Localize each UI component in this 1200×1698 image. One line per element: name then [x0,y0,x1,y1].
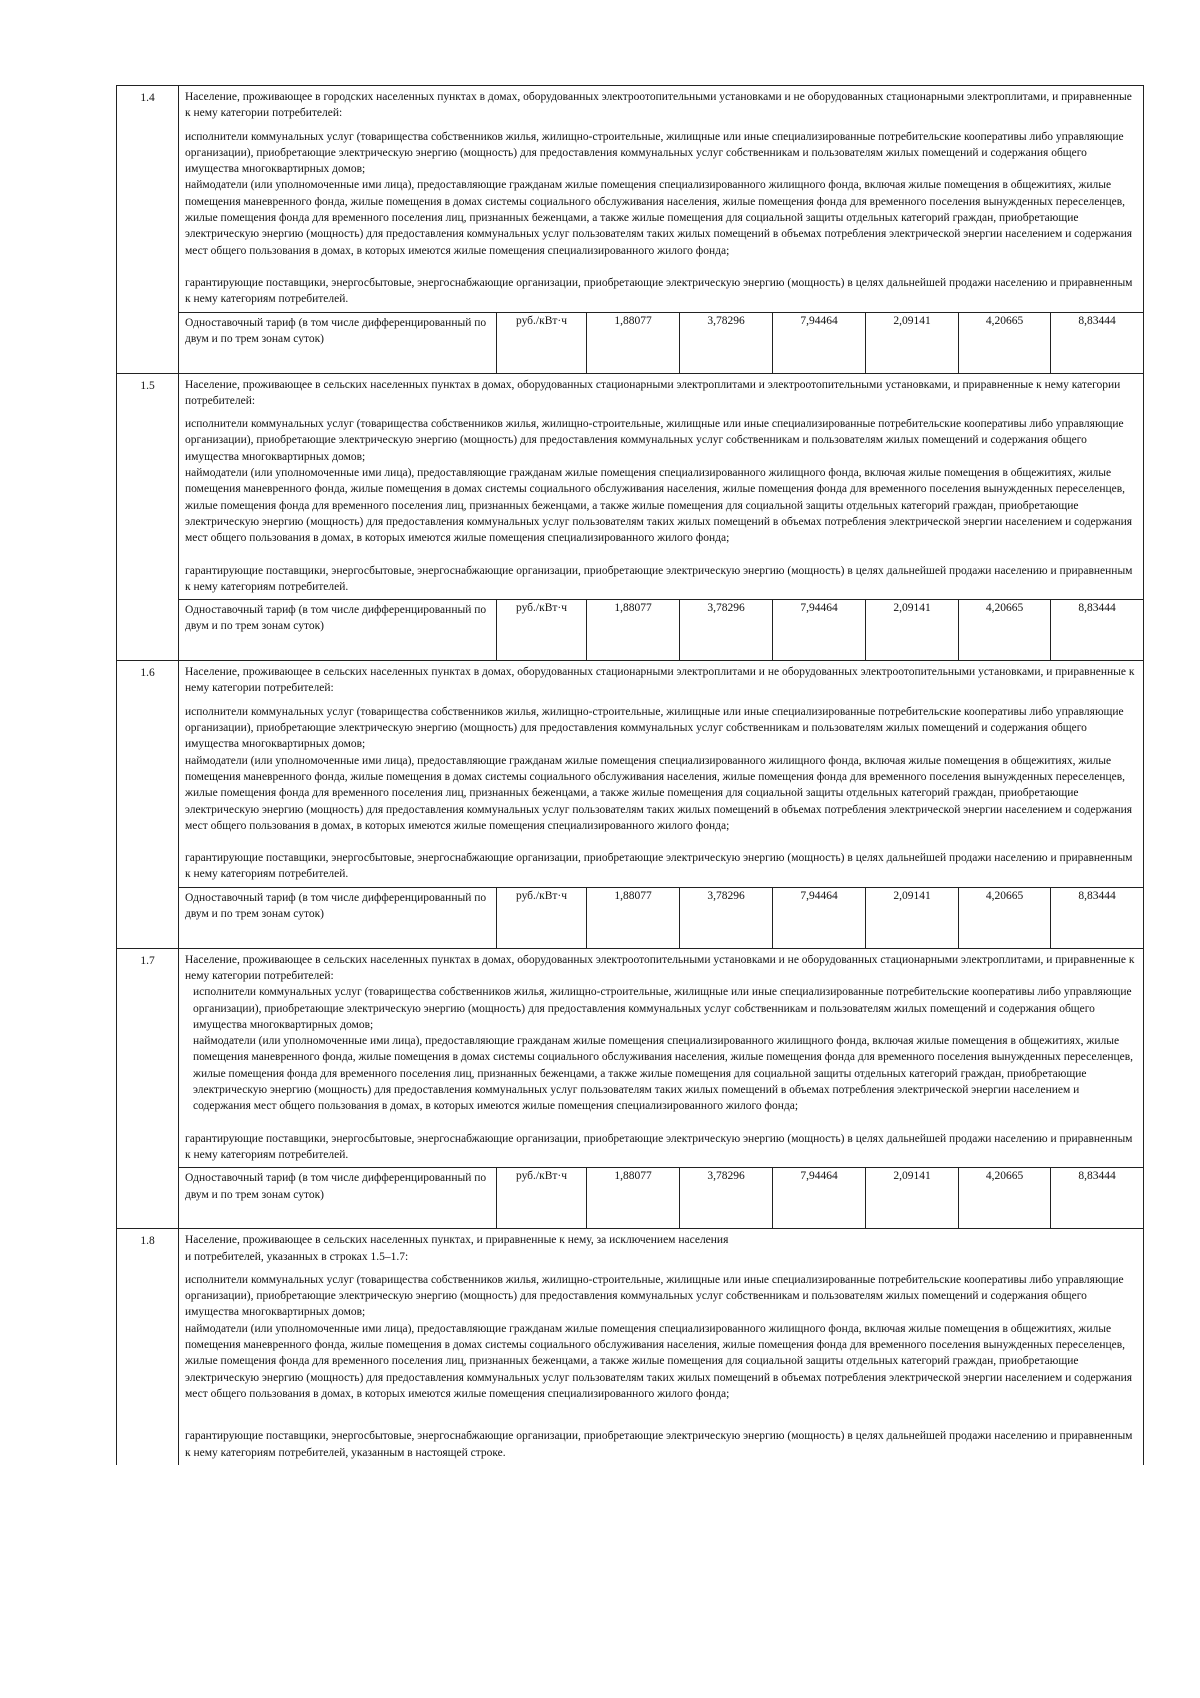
section-row-1-4 [117,86,1144,313]
paragraph-executors: исполнители коммунальных услуг (товарищества собственников жилья, жилищно-строительные, жилищные или иные специализированные потребительские кооперативы либо управляющие организации), приобретающие электрическую энергию (мощность) для предоставления коммунальных услуг собственникам и пользователям жилых помещений и содержания общего имущества многоквартирных домов; [185,418,1124,463]
tariff-value: 3,78296 [680,887,773,948]
tariff-value: 2,09141 [866,887,959,948]
tariff-unit: руб./кВт·ч [497,600,587,661]
row-number: 1.6 [117,661,179,949]
tariff-label: Одноставочный тариф (в том числе дифференцированный по двум и по трем зонам суток) [179,1168,497,1229]
paragraph-suppliers: гарантирующие поставщики, энергосбытовые, энергоснабжающие организации, приобретающие электрическую энергию (мощность) в целях дальнейшей продажи населению и приравненным к нему категориям потребителей. [185,564,1133,593]
tariff-value: 3,78296 [680,312,773,373]
section-description [179,86,1144,313]
section-heading: Население, проживающее в сельских населенных пунктах в домах, оборудованных электроотопительными установками и не оборудованных стационарными электроплитами, и приравненные к нему категории потребителей: [185,953,1135,982]
row-number: 1.7 [117,948,179,1229]
section-description [179,661,1144,888]
section-row-1-7 [117,948,1144,1168]
tariff-value: 8,83444 [1051,312,1144,373]
paragraph-executors: исполнители коммунальных услуг (товарищества собственников жилья, жилищно-строительные, жилищные или иные специализированные потребительские кооперативы либо управляющие организации), приобретающие электрическую энергию (мощность) для предоставления коммунальных услуг собственникам и пользователям жилых помещений и содержания общего имущества многоквартирных домов; [185,1273,1124,1319]
paragraph-suppliers: гарантирующие поставщики, энергосбытовые, энергоснабжающие организации, приобретающие электрическую энергию (мощность) в целях дальнейшей продажи населению и приравненным к нему категориям потребителей. [185,1132,1133,1161]
tariff-value: 2,09141 [866,312,959,373]
tariff-value: 4,20665 [959,1168,1051,1229]
section-description [179,1229,1144,1465]
tariff-value: 8,83444 [1051,887,1144,948]
tariff-value: 2,09141 [866,600,959,661]
section-description [179,373,1144,600]
tariff-row-1-7 [117,1168,1144,1229]
paragraph-landlords: наймодатели (или уполномоченные ими лица), предоставляющие гражданам жилые помещения специализированного жилищного фонда, включая жилые помещения в общежитиях, жилые помещения маневренного фонда, жилые помещения в домах системы социального обслуживания населения, жилые помещения фонда для временного поселения вынужденных переселенцев, жилые помещения фонда для временного поселения лиц, признанных беженцами, а также жилые помещения для социальной защиты отдельных категорий граждан, приобретающие электрическую энергию (мощность) для предоставления коммунальных услуг пользователям таких жилых помещений в объемах потребления электрической энергии населением и содержания мест общего пользования в домах, в которых имеются жилые помещения специализированного жилого фонда; [185,1322,1133,1400]
tariff-value: 4,20665 [959,312,1051,373]
section-heading: Население, проживающее в сельских населенных пунктах в домах, оборудованных стационарными электроплитами и не оборудованных электроотопительными установками, и приравненные к нему категории потребителей: [185,666,1135,695]
row-number: 1.4 [117,86,179,374]
tariff-value: 1,88077 [587,1168,680,1229]
paragraph-suppliers: гарантирующие поставщики, энергосбытовые, энергоснабжающие организации, приобретающие электрическую энергию (мощность) в целях дальнейшей продажи населению и приравненным к нему категориям потребителей. [185,852,1133,881]
tariff-value: 4,20665 [959,600,1051,661]
tariff-value: 1,88077 [587,312,680,373]
tariff-label: Одноставочный тариф (в том числе дифференцированный по двум и по трем зонам суток) [179,312,497,373]
tariff-label: Одноставочный тариф (в том числе дифференцированный по двум и по трем зонам суток) [179,887,497,948]
tariff-value: 3,78296 [680,1168,773,1229]
tariff-value: 1,88077 [587,600,680,661]
paragraph-landlords: наймодатели (или уполномоченные ими лица), предоставляющие гражданам жилые помещения специализированного жилищного фонда, включая жилые помещения в общежитиях, жилые помещения маневренного фонда, жилые помещения в домах системы социального обслуживания населения, жилые помещения фонда для временного поселения вынужденных переселенцев, жилые помещения фонда для временного поселения лиц, признанных беженцами, а также жилые помещения для социальной защиты отдельных категорий граждан, приобретающие электрическую энергию (мощность) для предоставления коммунальных услуг пользователям таких жилых помещений в объемах потребления электрической энергии населением и содержания мест общего пользования в домах, в которых имеются жилые помещения специализированного жилого фонда; [185,754,1133,832]
section-heading: Население, проживающее в сельских населенных пунктах, и приравненные к нему, за исключением населения [185,1234,729,1247]
section-row-1-8 [117,1229,1144,1465]
paragraph-executors: исполнители коммунальных услуг (товарищества собственников жилья, жилищно-строительные, жилищные или иные специализированные потребительские кооперативы либо управляющие организации), приобретающие электрическую энергию (мощность) для предоставления коммунальных услуг собственникам и пользователям жилых помещений и содержания общего имущества многоквартирных домов; [193,986,1132,1031]
tariff-label: Одноставочный тариф (в том числе дифференцированный по двум и по трем зонам суток) [179,600,497,661]
tariff-value: 7,94464 [773,887,866,948]
tariff-unit: руб./кВт·ч [497,1168,587,1229]
section-description [179,948,1144,1168]
tariff-table [116,85,1144,1465]
tariff-unit: руб./кВт·ч [497,887,587,948]
tariff-value: 8,83444 [1051,1168,1144,1229]
row-number: 1.5 [117,373,179,661]
tariff-value: 4,20665 [959,887,1051,948]
tariff-value: 7,94464 [773,312,866,373]
tariff-unit: руб./кВт·ч [497,312,587,373]
paragraph-executors: исполнители коммунальных услуг (товарищества собственников жилья, жилищно-строительные, жилищные или иные специализированные потребительские кооперативы либо управляющие организации), приобретающие электрическую энергию (мощность) для предоставления коммунальных услуг собственникам и пользователям жилых помещений и содержания общего имущества многоквартирных домов; [185,705,1124,751]
paragraph-suppliers: гарантирующие поставщики, энергосбытовые, энергоснабжающие организации, приобретающие электрическую энергию (мощность) в целях дальнейшей продажи населению и приравненным к нему категориям потребителей, указанным в настоящей строке. [185,1430,1133,1459]
tariff-row-1-6 [117,887,1144,948]
paragraph-suppliers: гарантирующие поставщики, энергосбытовые, энергоснабжающие организации, приобретающие электрическую энергию (мощность) в целях дальнейшей продажи населению и приравненным к нему категориям потребителей. [185,276,1133,306]
row-number: 1.8 [117,1229,179,1465]
tariff-value: 8,83444 [1051,600,1144,661]
paragraph-landlords: наймодатели (или уполномоченные ими лица), предоставляющие гражданам жилые помещения специализированного жилищного фонда, включая жилые помещения в общежитиях, жилые помещения маневренного фонда, жилые помещения в домах системы социального обслуживания населения, жилые помещения фонда для временного поселения вынужденных переселенцев, жилые помещения фонда для временного поселения лиц, признанных беженцами, а также жилые помещения для социальной защиты отдельных категорий граждан, приобретающие электрическую энергию (мощность) для предоставления коммунальных услуг пользователям таких жилых помещений в объемах потребления электрической энергии населением и содержания мест общего пользования в домах, в которых имеются жилые помещения специализированного жилого фонда; [185,179,1133,257]
tariff-value: 7,94464 [773,1168,866,1229]
paragraph-landlords: наймодатели (или уполномоченные ими лица), предоставляющие гражданам жилые помещения специализированного жилищного фонда, включая жилые помещения в общежитиях, жилые помещения маневренного фонда, жилые помещения в домах системы социального обслуживания населения, жилые помещения фонда для временного поселения вынужденных переселенцев, жилые помещения фонда для временного поселения лиц, признанных беженцами, а также жилые помещения для социальной защиты отдельных категорий граждан, приобретающие электрическую энергию (мощность) для предоставления коммунальных услуг пользователям таких жилых помещений в объемах потребления электрической энергии населением и содержания мест общего пользования в домах, в которых имеются жилые помещения специализированного жилого фонда; [193,1035,1134,1113]
tariff-value: 7,94464 [773,600,866,661]
section-heading: Население, проживающее в городских населенных пунктах в домах, оборудованных электроотопительными установками и не оборудованных стационарными электроплитами, и приравненные к нему категории потребителей: [185,91,1132,120]
tariff-value: 1,88077 [587,887,680,948]
tariff-row-1-5 [117,600,1144,661]
paragraph-landlords: наймодатели (или уполномоченные ими лица), предоставляющие гражданам жилые помещения специализированного жилищного фонда, включая жилые помещения в общежитиях, жилые помещения маневренного фонда, жилые помещения в домах системы социального обслуживания населения, жилые помещения фонда для временного поселения вынужденных переселенцев, жилые помещения фонда для временного поселения лиц, признанных беженцами, а также жилые помещения для социальной защиты отдельных категорий граждан, приобретающие электрическую энергию (мощность) для предоставления коммунальных услуг пользователям таких жилых помещений в объемах потребления электрической энергии населением и содержания мест общего пользования в домах, в которых имеются жилые помещения специализированного жилого фонда; [185,467,1133,545]
tariff-value: 3,78296 [680,600,773,661]
section-row-1-5 [117,373,1144,600]
section-heading-continued: и потребителей, указанных в строках 1.5–1.7: [185,1250,409,1263]
tariff-value: 2,09141 [866,1168,959,1229]
section-row-1-6 [117,661,1144,888]
section-heading: Население, проживающее в сельских населенных пунктах в домах, оборудованных стационарными электроплитами и электроотопительными установками, и приравненные к нему категории потребителей: [185,378,1121,407]
paragraph-executors: исполнители коммунальных услуг (товарищества собственников жилья, жилищно-строительные, жилищные или иные специализированные потребительские кооперативы либо управляющие организации), приобретающие электрическую энергию (мощность) для предоставления коммунальных услуг собственникам и пользователям жилых помещений и содержания общего имущества многоквартирных домов; [185,130,1124,176]
tariff-row-1-4 [117,312,1144,373]
